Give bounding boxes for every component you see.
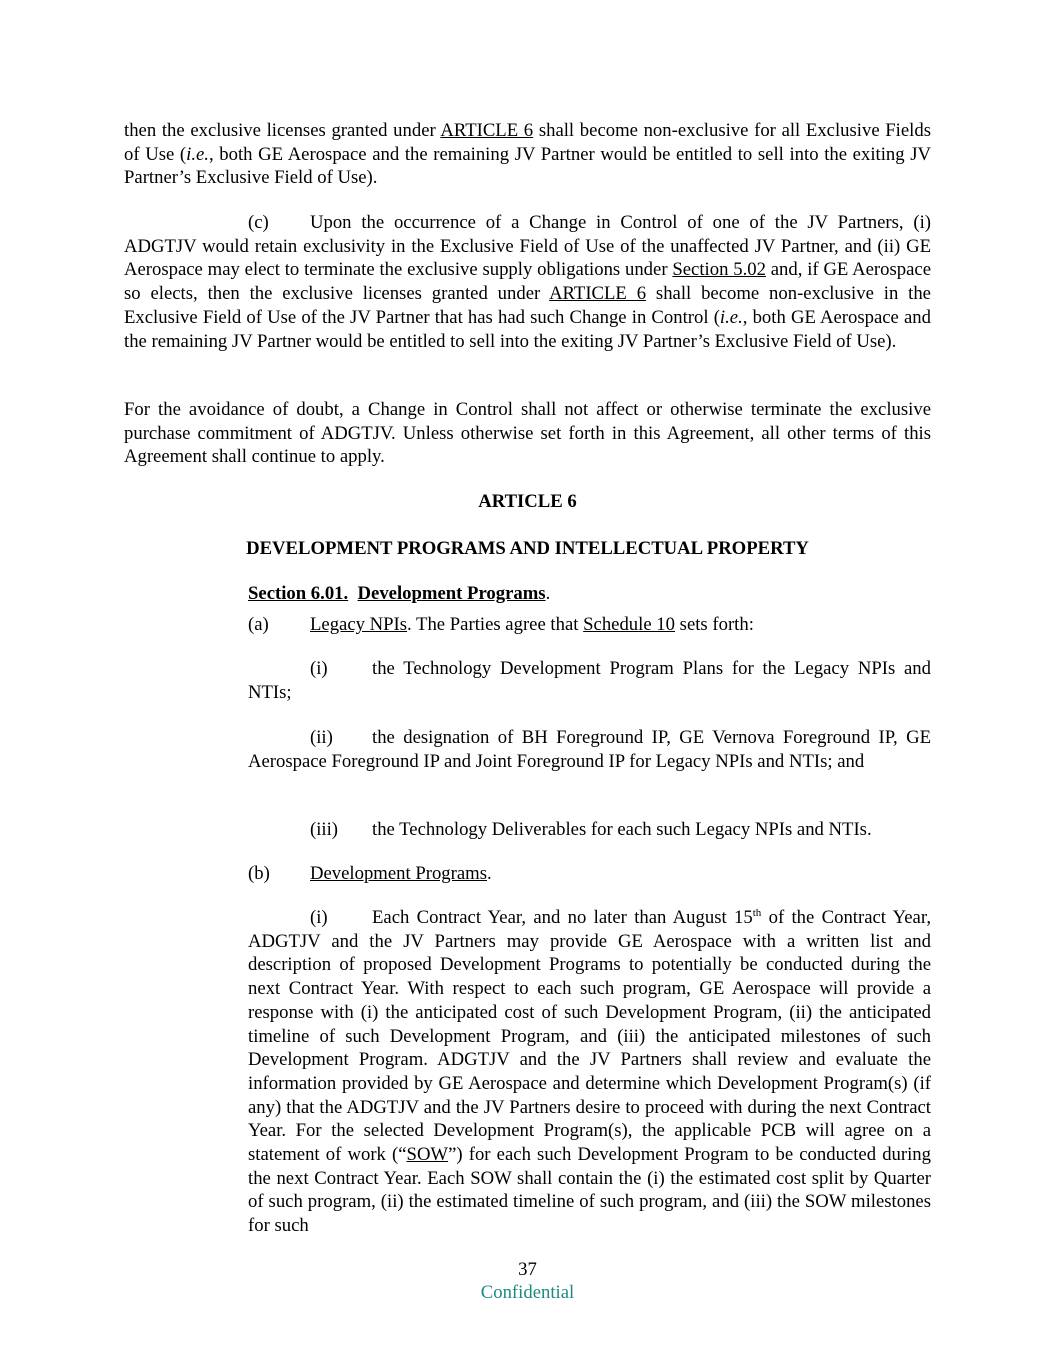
item-a-ii: (ii) the designation of BH Foreground IP, GE Vernova Foreground IP, GE Aerospace Foreground IP and Joint Foreground IP for Legacy NPIs and NTIs; and xyxy=(248,727,931,772)
section-number: Section 6.01. xyxy=(248,583,349,604)
item-a-label: (a) xyxy=(248,614,269,635)
confidential-footer: Confidential xyxy=(480,1282,575,1303)
item-a-iii-label: (iii) xyxy=(310,819,339,840)
item-a-ii-label: (ii) xyxy=(310,727,333,748)
item-a-iii: (iii) the Technology Deliverables for each such Legacy NPIs and NTIs. xyxy=(310,819,872,840)
item-a-title: Legacy NPIs xyxy=(310,614,408,635)
item-b-label: (b) xyxy=(248,863,270,884)
article-6-reference: ARTICLE 6 xyxy=(440,120,534,141)
paragraph-c: (c) Upon the occurrence of a Change in Control of one of the JV Partners, (i) ADGTJV would retain exclusivity in the Exclusive Field of Use of the unaffected JV Partner, and (ii) GE Aerospace may elect to terminate the exclusive supply obligations under Section 5.02 and, if GE Aerospace so elects, then the exclusive licenses granted under ARTICLE 6 shall become non-exclusive in the Exclusive Field of Use of the JV Partner that has had such Change in Control (i.e., both GE Aerospace and the remaining JV Partner would be entitled to sell into the exiting JV Partner’s Exclusive Field of Use). xyxy=(124,212,931,352)
article-title: DEVELOPMENT PROGRAMS AND INTELLECTUAL PROPERTY xyxy=(246,538,809,559)
paragraph-c-label: (c) xyxy=(248,212,269,233)
avoidance-paragraph: For the avoidance of doubt, a Change in Control shall not affect or otherwise terminate the exclusive purchase commitment of ADGTJV. Unless otherwise set forth in this Agreement, all other terms of this Agreement shall continue to apply. xyxy=(124,399,931,468)
article-heading: ARTICLE 6 xyxy=(478,491,577,512)
item-b: (b) Development Programs. xyxy=(248,863,492,884)
paragraph-continuation: then the exclusive licenses granted under ARTICLE 6 shall become non-exclusive for all Exclusive Fields of Use (i.e., both GE Aerospace and the remaining JV Partner would be entitled to sell into the exiting JV Partner’s Exclusive Field of Use). xyxy=(124,120,931,189)
schedule-10-reference: Schedule 10 xyxy=(583,614,675,635)
article-6-reference: ARTICLE 6 xyxy=(549,283,647,305)
item-a: (a) Legacy NPIs. The Parties agree that Schedule 10 sets forth: xyxy=(248,614,754,635)
section-title: Development Programs xyxy=(357,583,546,604)
page-number: 37 xyxy=(518,1259,537,1280)
item-a-i-label: (i) xyxy=(310,658,328,679)
item-b-title: Development Programs xyxy=(310,863,487,884)
section-heading: Section 6.01. Development Programs. xyxy=(248,583,551,604)
section-5-02-reference: Section 5.02 xyxy=(672,259,766,281)
sow-term: SOW xyxy=(406,1144,449,1166)
item-a-i: (i) the Technology Development Program Plans for the Legacy NPIs and NTIs; xyxy=(248,658,931,703)
item-b-i: (i) Each Contract Year, and no later than August 15th of the Contract Year, ADGTJV and the JV Partners may provide GE Aerospace with a written list and description of proposed Development Programs to potentially be conducted during the next Contract Year. With respect to each such program, GE Aerospace will provide a response with (i) the anticipated cost of such Development Program, (ii) the anticipated timeline of such Development Program, and (iii) the anticipated milestones of such Development Program. ADGTJV and the JV Partners shall review and evaluate the information provided by GE Aerospace and determine which Development Program(s) (if any) that the ADGTJV and the JV Partners desire to proceed with during the next Contract Year. For the selected Development Program(s), the applicable PCB will agree on a statement of work (“SOW”) for each such Development Program to be conducted during the next Contract Year. Each SOW shall contain the (i) the estimated cost split by Quarter of such program, (ii) the estimated timeline of such program, and (iii) the SOW milestones for such xyxy=(248,906,931,1237)
item-b-i-label: (i) xyxy=(310,907,328,928)
